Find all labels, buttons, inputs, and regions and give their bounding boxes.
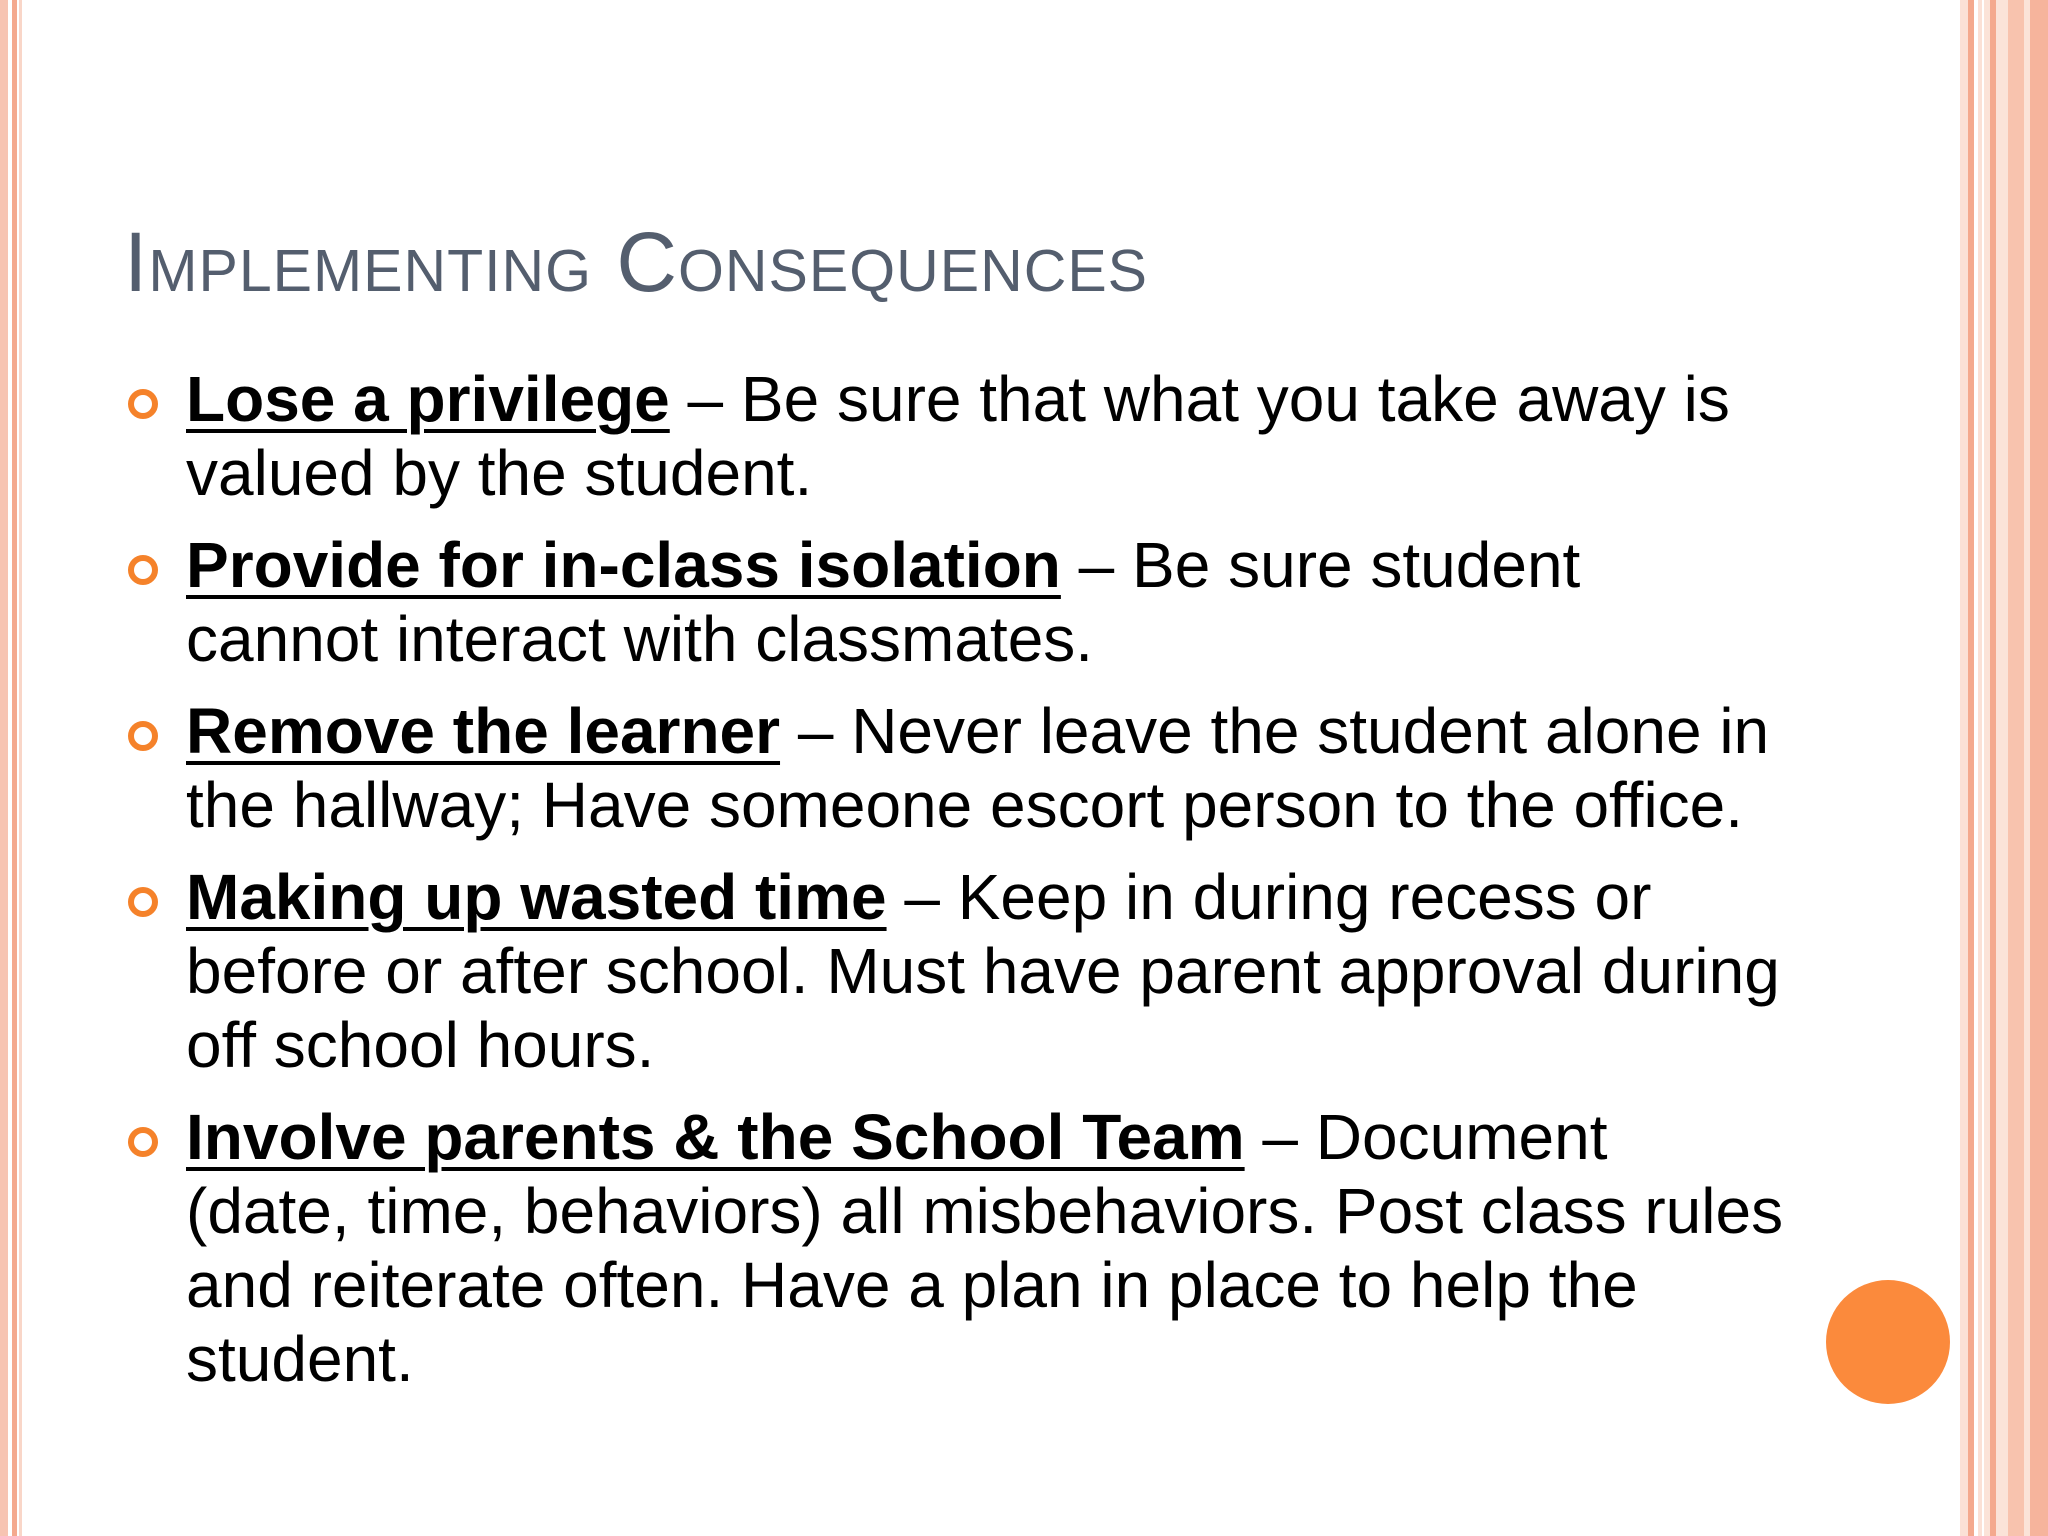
bullet-term: Making up wasted time [186, 861, 887, 933]
decorative-circle [1826, 1280, 1950, 1404]
ring-bullet-icon [128, 887, 158, 917]
right-border-stripe [1978, 0, 1982, 1536]
left-border-stripe [19, 0, 22, 1536]
bullet-text: – Document (date, time, behaviors) all misbehaviors. Post class rules and reiterate often. Have a plan in place to help the student. [186, 1101, 1784, 1395]
bullet-item [124, 362, 1784, 510]
bullet-text: – Be sure that what you take away is valued by the student. [186, 363, 1730, 509]
right-border-stripe [2008, 0, 2024, 1536]
bullet-term: Remove the learner [186, 695, 781, 767]
bullet-item [124, 860, 1784, 1082]
bullet-item [124, 528, 1784, 676]
ring-bullet-icon [128, 1127, 158, 1157]
bullet-text: – Be sure student cannot interact with classmates. [186, 529, 1581, 675]
bullet-term: Involve parents & the School Team [186, 1101, 1245, 1173]
bullet-term: Lose a privilege [186, 363, 670, 435]
right-border-stripe [1990, 0, 1996, 1536]
right-border-stripe [1968, 0, 1974, 1536]
bullet-item [124, 1100, 1784, 1396]
bullet-item [124, 694, 1784, 842]
right-border-stripe [1960, 0, 1968, 1536]
left-border-stripe [0, 0, 8, 1536]
slide-title: Implementing Consequences [124, 215, 1149, 309]
ring-bullet-icon [128, 555, 158, 585]
ring-bullet-icon [128, 721, 158, 751]
left-border-stripe [12, 0, 17, 1536]
bullet-text: – Keep in during recess or before or after school. Must have parent approval during off school hours. [186, 861, 1780, 1081]
right-border-stripe [2030, 0, 2048, 1536]
ring-bullet-icon [128, 389, 158, 419]
bullet-text: – Never leave the student alone in the hallway; Have someone escort person to the office. [186, 695, 1770, 841]
bullet-term: Provide for in-class isolation [186, 529, 1061, 601]
bullet-list [124, 362, 1784, 1414]
